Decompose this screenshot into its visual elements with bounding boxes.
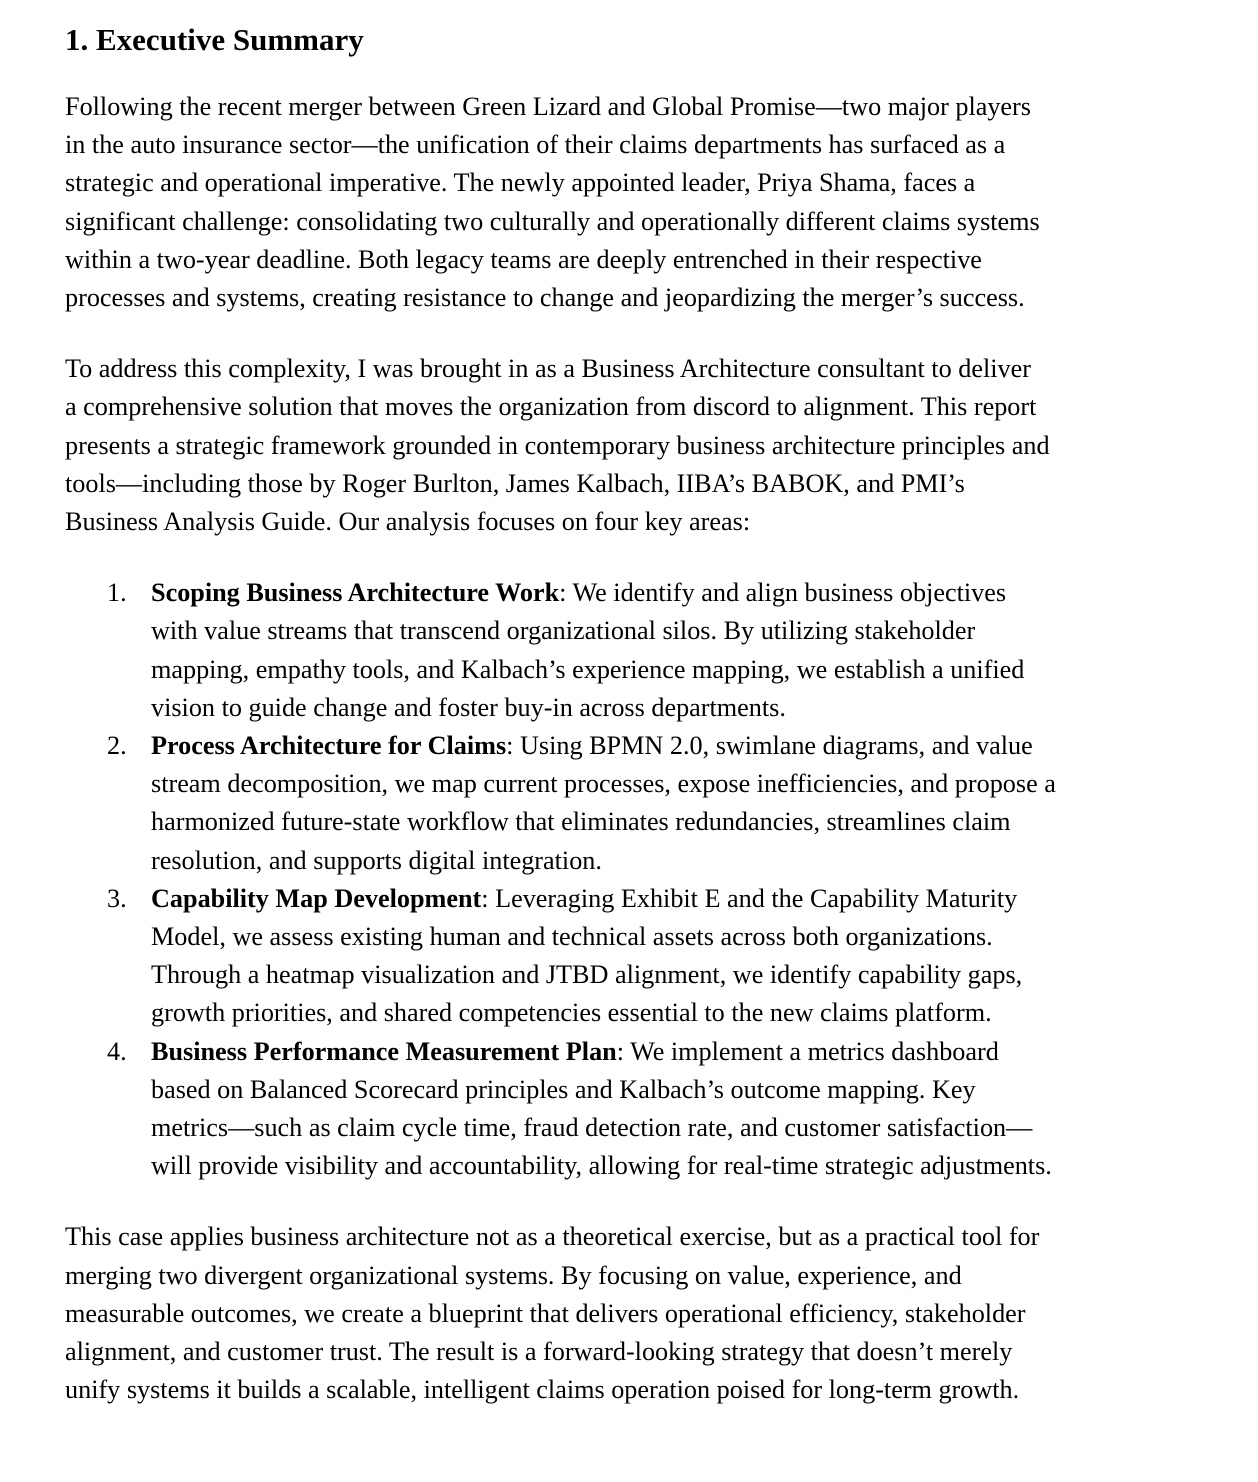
conclusion-paragraph xyxy=(65,1218,1215,1409)
text-line: This case applies business architecture not as a theoretical exercise, but as a practical tool for xyxy=(65,1222,1040,1252)
text-line: strategic and operational imperative. The newly appointed leader, Priya Shama, faces a xyxy=(65,168,976,198)
text-line: resolution, and supports digital integration. xyxy=(151,845,602,875)
focus-area-term: Capability Map Development xyxy=(151,883,482,913)
focus-area-term: Process Architecture for Claims xyxy=(151,731,507,761)
list-number: 3. xyxy=(107,883,127,913)
text-line: growth priorities, and shared competencies essential to the new claims platform. xyxy=(151,998,992,1028)
document-page xyxy=(65,18,1215,1410)
text-line: stream decomposition, we map current processes, expose inefficiencies, and propose a xyxy=(151,769,1056,799)
text-line xyxy=(151,880,1215,918)
text-line: unify systems it builds a scalable, intelligent claims operation poised for long-term growth. xyxy=(65,1375,1020,1405)
text-line: Business Analysis Guide. Our analysis focuses on four key areas: xyxy=(65,507,751,537)
text-line: Following the recent merger between Green Lizard and Global Promise—two major players xyxy=(65,92,1031,121)
text-line: Through a heatmap visualization and JTBD alignment, we identify capability gaps, xyxy=(151,960,1023,990)
focus-area-term: Scoping Business Architecture Work xyxy=(151,578,560,608)
list-item xyxy=(65,1033,1215,1186)
text-line: To address this complexity, I was brought in as a Business Architecture consultant to deliver xyxy=(65,354,1031,384)
text-line: harmonized future-state workflow that eliminates redundancies, streamlines claim xyxy=(151,807,1011,837)
text-line xyxy=(151,727,1215,765)
focus-areas-list xyxy=(65,574,1215,1185)
approach-paragraph xyxy=(65,350,1215,541)
text-line: a comprehensive solution that moves the organization from discord to alignment. This report xyxy=(65,392,1037,422)
focus-area-term: Business Performance Measurement Plan xyxy=(151,1036,617,1066)
text-line: metrics—such as claim cycle time, fraud detection rate, and customer satisfaction— xyxy=(151,1113,1033,1143)
text-line: merging two divergent organizational systems. By focusing on value, experience, and xyxy=(65,1260,962,1290)
text-line: measurable outcomes, we create a blueprint that delivers operational efficiency, stakeholder xyxy=(65,1298,1026,1328)
list-item xyxy=(65,727,1215,880)
focus-area-text: : Leveraging Exhibit E and the Capability Maturity xyxy=(481,883,1018,913)
text-line: will provide visibility and accountability, allowing for real-time strategic adjustments. xyxy=(151,1151,1052,1181)
text-line: alignment, and customer trust. The result is a forward-looking strategy that doesn’t merely xyxy=(65,1337,1013,1367)
text-line: Model, we assess existing human and technical assets across both organizations. xyxy=(151,922,993,952)
text-line xyxy=(151,574,1215,612)
text-line: with value streams that transcend organizational silos. By utilizing stakeholder xyxy=(151,616,976,646)
focus-area-text: : We implement a metrics dashboard xyxy=(616,1036,999,1066)
text-line: processes and systems, creating resistance to change and jeopardizing the merger’s success. xyxy=(65,283,1025,313)
section-heading: 1. Executive Summary xyxy=(65,22,364,57)
list-number: 2. xyxy=(107,731,127,761)
text-line: based on Balanced Scorecard principles and Kalbach’s outcome mapping. Key xyxy=(151,1074,976,1104)
text-line: within a two-year deadline. Both legacy teams are deeply entrenched in their respective xyxy=(65,244,982,274)
focus-area-text: : We identify and align business objectives xyxy=(559,578,1007,608)
list-number: 1. xyxy=(107,578,127,608)
text-line: tools—including those by Roger Burlton, James Kalbach, IIBA’s BABOK, and PMI’s xyxy=(65,468,965,498)
text-line: presents a strategic framework grounded in contemporary business architecture principles and xyxy=(65,430,1050,460)
text-line: vision to guide change and foster buy-in across departments. xyxy=(151,692,786,722)
list-item xyxy=(65,574,1215,727)
list-number: 4. xyxy=(107,1036,127,1066)
focus-area-text: : Using BPMN 2.0, swimlane diagrams, and value xyxy=(506,731,1033,761)
text-line xyxy=(151,1033,1215,1071)
text-line: mapping, empathy tools, and Kalbach’s experience mapping, we establish a unified xyxy=(151,654,1025,684)
intro-paragraph xyxy=(65,88,1215,317)
text-line: significant challenge: consolidating two culturally and operationally different claims systems xyxy=(65,206,1040,236)
text-line: in the auto insurance sector—the unification of their claims departments has surfaced as a xyxy=(65,130,1006,160)
list-item xyxy=(65,880,1215,1033)
